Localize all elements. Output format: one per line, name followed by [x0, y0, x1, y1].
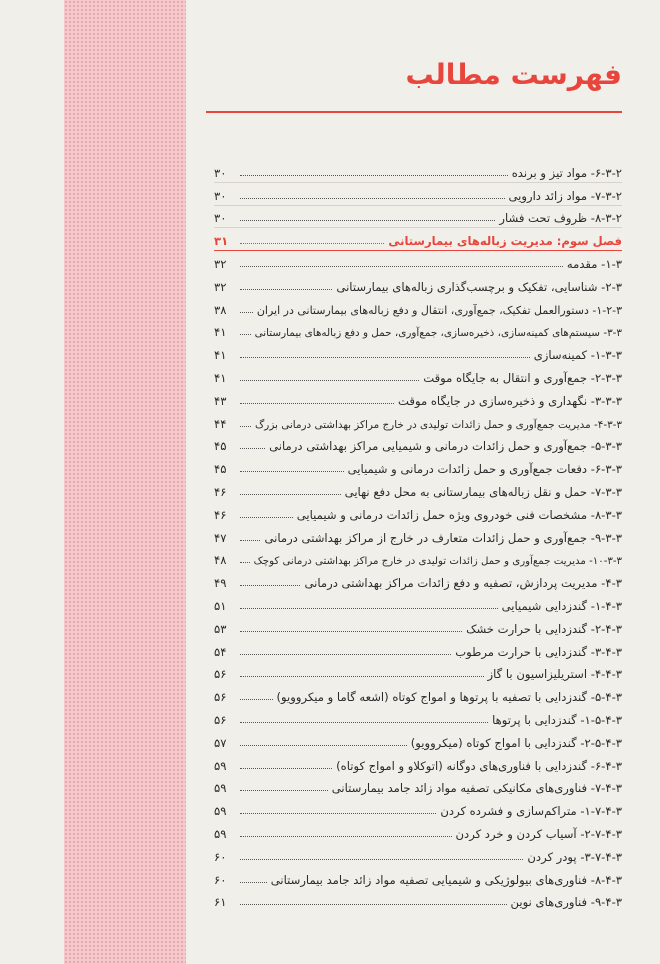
dot-leader: [240, 631, 462, 632]
toc-entry: [214, 662, 622, 685]
dot-leader: [240, 517, 293, 518]
toc-page-number: ۵۶: [214, 667, 227, 682]
toc-page-number: ۴۵: [214, 439, 227, 454]
toc-entry: [214, 867, 622, 890]
toc-page-number: ۵۱: [214, 598, 227, 613]
toc-page-number: ۴۷: [214, 530, 227, 545]
toc-page-number: ۵۹: [214, 758, 227, 773]
toc-entry: [214, 479, 622, 502]
toc-page-number: ۳۱: [214, 234, 229, 249]
toc-page-number: ۴۱: [214, 348, 227, 363]
toc-entry-title: ۳-۴-۳- گندزدایی با حرارت مرطوب: [455, 644, 622, 659]
dot-leader: [240, 448, 265, 449]
toc-entry: [214, 844, 622, 867]
toc-entry-title: ۳-۳- سیستم‌های کمینه‌سازی، ذخیره‌سازی، جمع‌آوری، حمل و دفع زباله‌های بیمارستانی: [254, 327, 622, 340]
toc-entry: [214, 411, 622, 434]
toc-entry-title: ۵-۴-۳- گندزدایی با تصفیه با پرتوها و امواج کوتاه (اشعه گاما و میکروویو): [276, 690, 622, 705]
dot-leader: [240, 175, 508, 176]
toc-entry-title: ۶-۴-۳- گندزدایی با فناوری‌های دوگانه (اتوکلاو و امواج کوتاه): [336, 758, 622, 773]
toc-entry-title: ۱-۲-۳- دستورالعمل تفکیک، جمع‌آوری، انتقال و دفع زباله‌های بیمارستانی در ایران: [256, 303, 622, 317]
toc-entry: [214, 730, 622, 753]
dot-leader: [240, 334, 251, 335]
toc-page-number: ۵۶: [214, 712, 227, 727]
toc-entry: [214, 525, 622, 548]
chapter-heading: [214, 228, 622, 251]
toc-entry: [214, 821, 622, 844]
toc-entry: [214, 616, 622, 639]
dot-leader: [240, 608, 498, 609]
toc-entry: [214, 548, 622, 571]
toc-entry-title: ۷-۳-۲- مواد زائد دارویی: [508, 188, 622, 203]
dot-leader: [240, 904, 507, 905]
toc-entry-title: ۱-۵-۴-۳- گندزدایی با پرتوها: [492, 712, 622, 727]
toc-entry-title: ۲-۵-۴-۳- گندزدایی با امواج کوتاه (میکروویو): [410, 735, 622, 750]
toc-entry: [214, 456, 622, 479]
dot-leader: [240, 471, 344, 472]
toc-entry-title: ۵-۳-۳- جمع‌آوری و حمل زائدات درمانی و شیمیایی مراکز بهداشتی درمانی: [269, 439, 622, 454]
toc-page-number: ۵۴: [214, 644, 227, 659]
toc-entry-title: ۳-۷-۴-۳- پودر کردن: [527, 849, 622, 864]
toc-page-number: ۴۳: [214, 393, 227, 408]
toc-page-number: ۵۶: [214, 690, 227, 705]
dot-leader: [240, 836, 452, 837]
toc-entry-title: ۱۰-۳-۳- مدیریت جمع‌آوری و حمل زائدات تولیدی در خارج مراکز بهداشتی درمانی کوچک: [253, 556, 622, 568]
decorative-pink-band: [64, 0, 186, 964]
toc-entry-title: ۶-۳-۲- مواد تیز و برنده: [511, 165, 622, 180]
toc-entry: [214, 251, 622, 274]
toc-entry: [214, 320, 622, 343]
toc-entry-title: ۴-۳-۳- مدیریت جمع‌آوری و حمل زائدات تولیدی در خارج مراکز بهداشتی درمانی بزرگ: [255, 418, 622, 431]
toc-entry: [214, 388, 622, 411]
dot-leader: [240, 357, 530, 358]
toc-entry-title: ۲-۷-۴-۳- آسیاب کردن و خرد کردن: [455, 826, 622, 841]
toc-page-number: ۴۶: [214, 484, 227, 499]
toc-page-number: ۴۸: [214, 553, 227, 568]
dot-leader: [240, 699, 273, 700]
toc-entry-title: ۸-۴-۳- فناوری‌های بیولوژیکی و شیمیایی تصفیه مواد زائد جامد بیمارستانی: [270, 872, 622, 887]
dot-leader: [240, 562, 250, 563]
toc-page-number: ۴۵: [214, 462, 227, 477]
toc-entry-title: ۱-۳- مقدمه: [566, 256, 622, 271]
toc-entry: [214, 342, 622, 365]
dot-leader: [240, 220, 495, 221]
toc-entry-title: ۸-۳-۳- مشخصات فنی خودروی ویژه حمل زائدات درمانی و شیمیایی: [296, 507, 622, 522]
toc-entry: [214, 776, 622, 799]
toc-entry: [214, 365, 622, 388]
toc-page-number: ۳۲: [214, 279, 227, 294]
dot-leader: [240, 312, 253, 313]
dot-leader: [240, 768, 332, 769]
dot-leader: [240, 859, 523, 860]
toc-page-number: ۳۸: [214, 302, 227, 317]
toc-page-number: ۶۱: [214, 895, 227, 910]
dot-leader: [240, 790, 328, 791]
toc-page-number: ۵۷: [214, 735, 227, 750]
toc-entry: [214, 753, 622, 776]
toc-page-number: ۳۰: [214, 165, 227, 180]
toc-page-number: ۴۹: [214, 576, 227, 591]
page-title: فهرست مطالب: [405, 58, 622, 91]
dot-leader: [240, 813, 436, 814]
dot-leader: [240, 289, 332, 290]
toc-entry-title: ۱-۳-۳- کمینه‌سازی: [533, 348, 622, 363]
toc-page-number: ۴۱: [214, 370, 227, 385]
toc-entry-title: ۴-۳- مدیریت پردازش، تصفیه و دفع زائدات مراکز بهداشتی درمانی: [304, 576, 622, 591]
toc-entry: [214, 593, 622, 616]
dot-leader: [240, 676, 484, 677]
toc-entry: [214, 570, 622, 593]
toc-entry: [214, 707, 622, 730]
toc-entry-title: ۱-۴-۳- گندزدایی شیمیایی: [501, 598, 622, 613]
toc-entry: [214, 434, 622, 457]
toc-page-number: ۳۰: [214, 188, 227, 203]
dot-leader: [240, 745, 407, 746]
toc-entry: [214, 274, 622, 297]
toc-entry: [214, 639, 622, 662]
toc-page-number: ۳۲: [214, 256, 227, 271]
toc-entry-title: ۲-۳-۳- جمع‌آوری و انتقال به جایگاه موقت: [423, 370, 622, 385]
toc-entry-title: ۸-۳-۲- ظروف تحت فشار: [499, 211, 622, 226]
dot-leader: [240, 403, 394, 404]
dot-leader: [240, 585, 300, 586]
toc-entry: [214, 798, 622, 821]
dot-leader: [240, 426, 251, 427]
toc-entry-title: ۲-۴-۳- گندزدایی با حرارت خشک: [466, 621, 622, 636]
toc-entry: [214, 160, 622, 183]
toc-page-number: ۵۳: [214, 621, 227, 636]
dot-leader: [240, 243, 384, 244]
dot-leader: [240, 722, 488, 723]
toc-page-number: ۵۹: [214, 804, 227, 819]
toc-entry-title: فصل سوم: مدیریت زباله‌های بیمارستانی: [388, 234, 622, 249]
toc-page-number: ۳۰: [214, 211, 227, 226]
toc-entry: [214, 183, 622, 206]
toc-page-number: ۴۴: [214, 416, 227, 431]
toc-entry-title: ۲-۳- شناسایی، تفکیک و برچسب‌گذاری زباله‌های بیمارستانی: [336, 279, 622, 294]
toc-page-number: ۴۱: [214, 325, 227, 340]
dot-leader: [240, 540, 260, 541]
dot-leader: [240, 198, 505, 199]
toc-entry: [214, 206, 622, 229]
toc-entry-title: ۹-۴-۳- فناوری‌های نوین: [510, 895, 622, 910]
dot-leader: [240, 654, 451, 655]
toc-entry-title: ۷-۳-۳- حمل و نقل زباله‌های بیمارستانی به محل دفع نهایی: [344, 484, 622, 499]
toc-entry-title: ۹-۳-۳- جمع‌آوری و حمل زائدات متعارف در خارج از مراکز بهداشتی درمانی: [264, 530, 622, 545]
toc-entry-title: ۱-۷-۴-۳- متراکم‌سازی و فشرده کردن: [440, 804, 622, 819]
toc-page-number: ۶۰: [214, 849, 227, 864]
toc-entry-title: ۳-۳-۳- نگهداری و ذخیره‌سازی در جایگاه موقت: [398, 393, 622, 408]
toc-entry: [214, 684, 622, 707]
toc-page-number: ۶۰: [214, 872, 227, 887]
toc-entry-title: ۷-۴-۳- فناوری‌های مکانیکی تصفیه مواد زائد جامد بیمارستانی: [331, 781, 622, 796]
toc-page-number: ۵۹: [214, 781, 227, 796]
dot-leader: [240, 380, 419, 381]
table-of-contents: [214, 160, 622, 912]
toc-page-number: ۴۶: [214, 507, 227, 522]
toc-entry: [214, 890, 622, 913]
toc-entry: [214, 502, 622, 525]
toc-entry-title: ۶-۳-۳- دفعات جمع‌آوری و حمل زائدات درمانی و شیمیایی: [347, 462, 622, 477]
toc-entry-title: ۴-۴-۳- استریلیزاسیون با گاز: [487, 667, 622, 682]
title-underline: [206, 111, 622, 113]
toc-entry: [214, 297, 622, 320]
dot-leader: [240, 266, 563, 267]
dot-leader: [240, 882, 267, 883]
toc-page-number: ۵۹: [214, 826, 227, 841]
dot-leader: [240, 494, 341, 495]
